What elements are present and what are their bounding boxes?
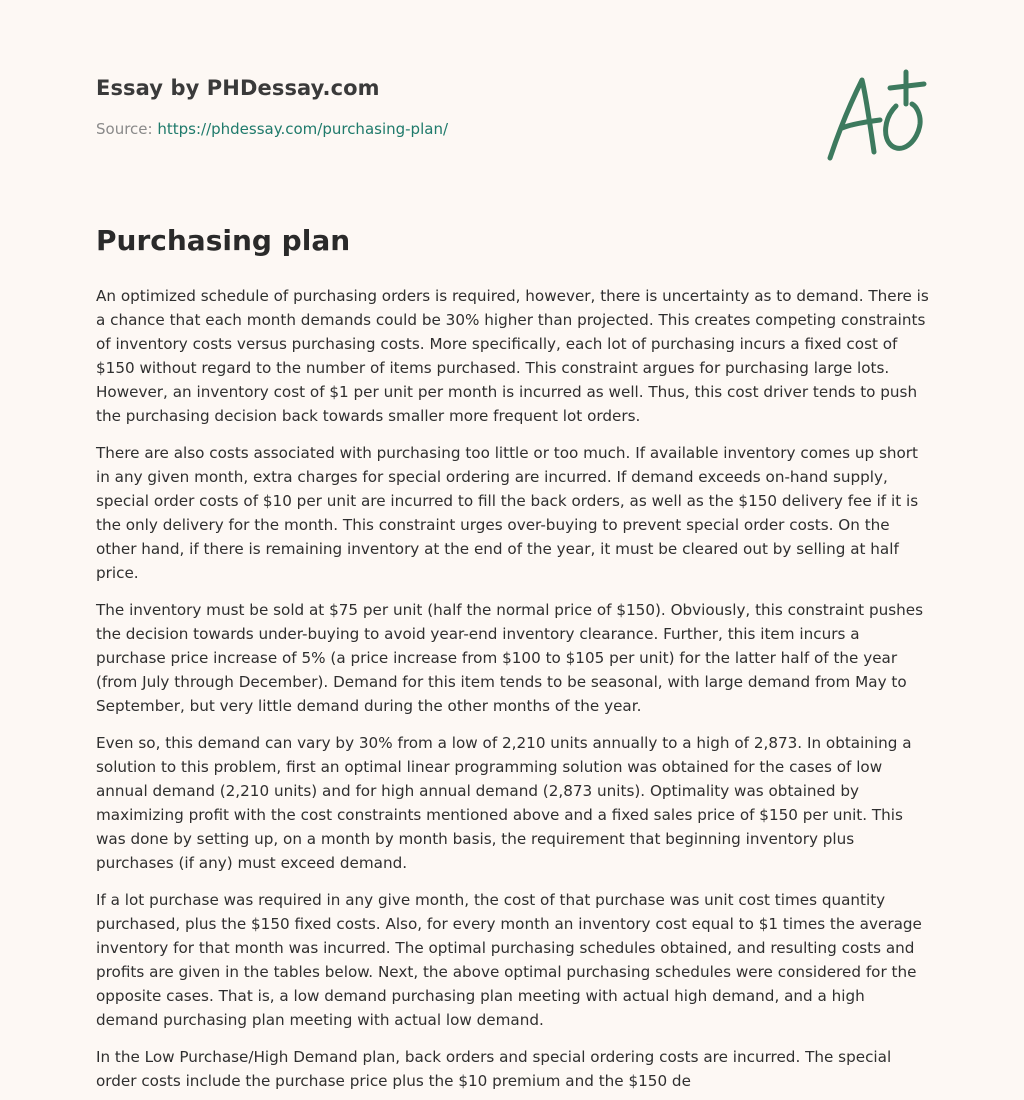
article-body	[96, 284, 930, 1100]
article-title: Purchasing plan	[96, 224, 351, 257]
paragraph: If a lot purchase was required in any give month, the cost of that purchase was unit cost times quantity purchased, plus the $150 fixed costs. Also, for every month an inventory cost equal to $1 times the average inventory for that month was incurred. The optimal purchasing schedules obtained, and resulting costs and profits are given in the tables below. Next, the above optimal purchasing schedules were considered for the opposite cases. That is, a low demand purchasing plan meeting with actual high demand, and a high demand purchasing plan meeting with actual low demand.	[96, 891, 922, 1029]
a-plus-logo-icon	[822, 66, 932, 166]
paragraph: In the Low Purchase/High Demand plan, back orders and special ordering costs are incurred. The special order costs include the purchase price plus the $10 premium and the $150 de	[96, 1048, 892, 1090]
a-plus-logo	[822, 66, 932, 166]
site-label: Essay by PHDessay.com	[96, 76, 380, 100]
source-line	[96, 120, 796, 138]
paragraph: There are also costs associated with purchasing too little or too much. If available inventory comes up short in any given month, extra charges for special ordering are incurred. If demand exceeds on-hand supply, special order costs of $10 per unit are incurred to fill the back orders, as well as the $150 delivery fee if it is the only delivery for the month. This constraint urges over-buying to prevent special order costs. On the other hand, if there is remaining inventory at the end of the year, it must be cleared out by selling at half price.	[96, 444, 919, 582]
paragraph: Even so, this demand can vary by 30% from a low of 2,210 units annually to a high of 2,873. In obtaining a solution to this problem, first an optimal linear programming solution was obtained for the cases of low annual demand (2,210 units) and for high annual demand (2,873 units). Optimality was obtained by maximizing profit with the cost constraints mentioned above and a fixed sales price of $150 per unit. This was done by setting up, on a month by month basis, the requirement that beginning inventory plus purchases (if any) must exceed demand.	[96, 734, 912, 872]
source-label: Source:	[96, 120, 153, 138]
paragraph: An optimized schedule of purchasing orders is required, however, there is uncertainty as to demand. There is a chance that each month demands could be 30% higher than projected. This creates competing constraints of inventory costs versus purchasing costs. More specifically, each lot of purchasing incurs a fixed cost of $150 without regard to the number of items purchased. This constraint argues for purchasing large lots. However, an inventory cost of $1 per unit per month is incurred as well. Thus, this cost driver tends to push the purchasing decision back towards smaller more frequent lot orders.	[96, 287, 929, 425]
paragraph: The inventory must be sold at $75 per unit (half the normal price of $150). Obviously, this constraint pushes the decision towards under-buying to avoid year-end inventory clearance. Further, this item incurs a purchase price increase of 5% (a price increase from $100 to $105 per unit) for the latter half of the year (from July through December). Demand for this item tends to be seasonal, with large demand from May to September, but very little demand during the other months of the year.	[96, 601, 923, 715]
site-header	[96, 76, 796, 138]
source-link[interactable]: https://phdessay.com/purchasing-plan/	[157, 120, 448, 138]
